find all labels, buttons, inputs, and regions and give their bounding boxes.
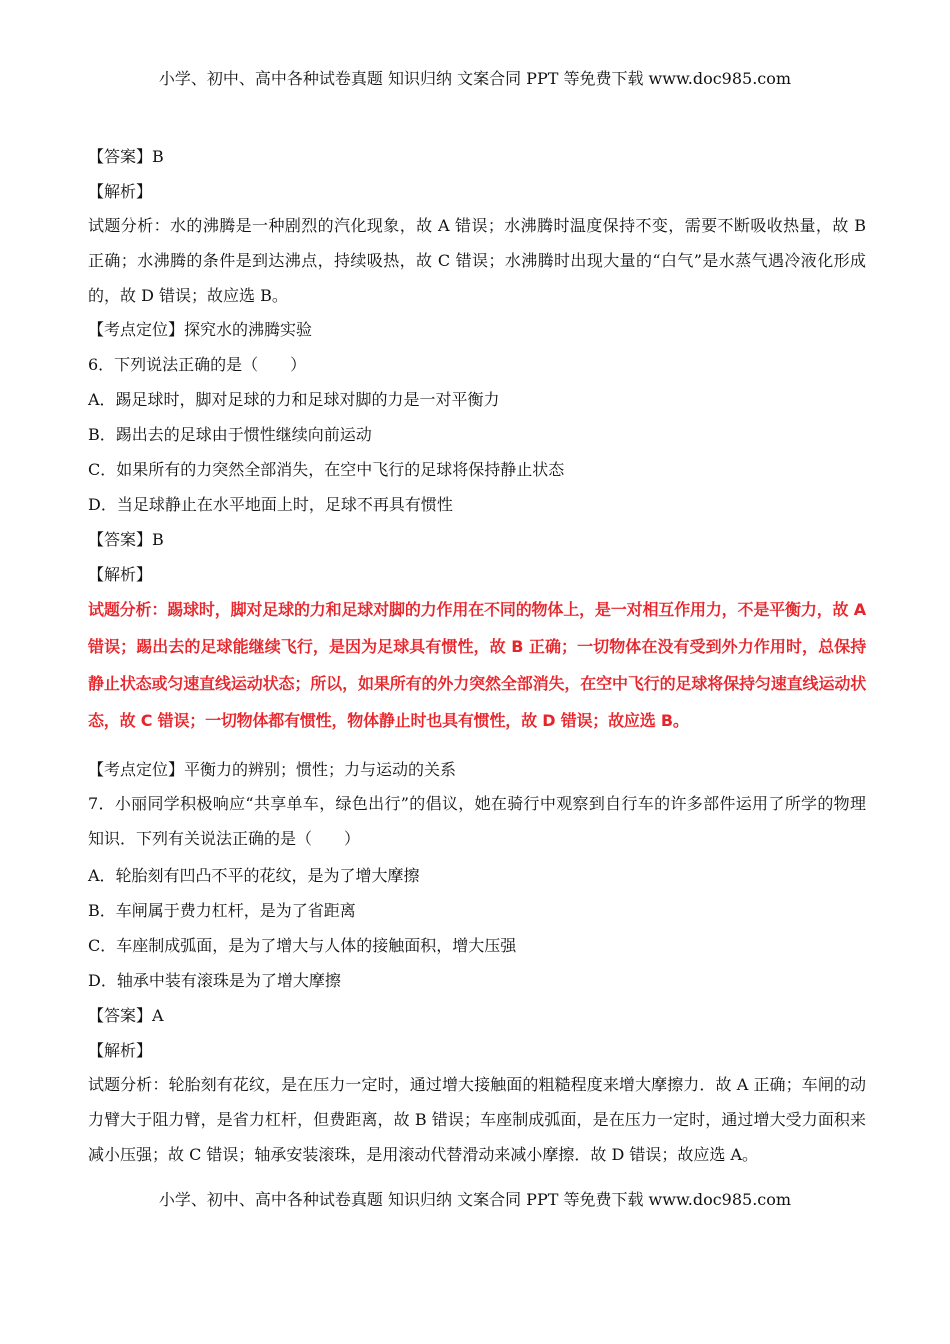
q6-option-a: A．踢足球时，脚对足球的力和足球对脚的力是一对平衡力 [88, 390, 500, 409]
q6-analysis-label: 【解析】 [88, 565, 153, 584]
q7-analysis-label: 【解析】 [88, 1041, 153, 1060]
q5-answer: 【答案】B [88, 147, 164, 166]
q7-answer: 【答案】A [88, 1006, 164, 1025]
page-footer: 小学、初中、高中各种试卷真题 知识归纳 文案合同 PPT 等免费下载 www.doc985.com [158, 1190, 792, 1209]
q5-analysis: 试题分析：水的沸腾是一种剧烈的汽化现象，故 A 错误；水沸腾时温度保持不变，需要不断吸收热量，故 B 正确；水沸腾的条件是到达沸点，持续吸热，故 C 错误；水沸腾时出现大量的“白气”是水蒸气遇冷液化形成的，故 D 错误；故应选 B。 [88, 216, 866, 305]
page-header: 小学、初中、高中各种试卷真题 知识归纳 文案合同 PPT 等免费下载 www.doc985.com [158, 69, 792, 88]
q5-point: 【考点定位】探究水的沸腾实验 [88, 320, 313, 339]
q6-answer: 【答案】B [88, 530, 164, 549]
q7-option-d: D．轴承中装有滚珠是为了增大摩擦 [88, 971, 341, 990]
q7-option-c: C．车座制成弧面，是为了增大与人体的接触面积，增大压强 [88, 936, 517, 955]
document-body [88, 144, 866, 1172]
q6-option-b: B．踢出去的足球由于惯性继续向前运动 [88, 425, 372, 444]
q6-analysis: 试题分析：踢球时，脚对足球的力和足球对脚的力作用在不同的物体上，是一对相互作用力，不是平衡力，故 A 错误；踢出去的足球能继续飞行，是因为足球具有惯性，故 B 正确；一切物体在没有受到外力作用时，总保持静止状态或匀速直线运动状态；所以，如果所有的外力突然全部消失，在空中飞行的足球将保持匀速直线运动状态，故 C 错误；一切物体都有惯性，物体静止时也具有惯性，故 D 错误；故应选 B。 [88, 600, 866, 730]
q7-option-a: A．轮胎刻有凹凸不平的花纹，是为了增大摩擦 [88, 866, 420, 885]
q6-stem: 6．下列说法正确的是（ ） [88, 355, 307, 374]
q7-analysis: 试题分析：轮胎刻有花纹，是在压力一定时，通过增大接触面的粗糙程度来增大摩擦力．故 A 正确；车闸的动力臂大于阻力臂，是省力杠杆，但费距离，故 B 错误；车座制成弧面，是在压力一定时，通过增大受力面积来减小压强；故 C 错误；轴承安装滚珠，是用滚动代替滑动来减小摩擦．故 D 错误；故应选 A。 [88, 1075, 866, 1164]
q7-stem: 7．小丽同学积极响应“共享单车，绿色出行”的倡议，她在骑行中观察到自行车的许多部件运用了所学的物理知识．下列有关说法正确的是（ ） [88, 794, 866, 848]
q6-option-d: D．当足球静止在水平地面上时，足球不再具有惯性 [88, 495, 453, 514]
q5-analysis-label: 【解析】 [88, 182, 153, 201]
q7-option-b: B．车闸属于费力杠杆，是为了省距离 [88, 901, 356, 920]
q6-option-c: C．如果所有的力突然全部消失，在空中飞行的足球将保持静止状态 [88, 460, 565, 479]
q6-point: 【考点定位】平衡力的辨别；惯性；力与运动的关系 [88, 760, 457, 779]
